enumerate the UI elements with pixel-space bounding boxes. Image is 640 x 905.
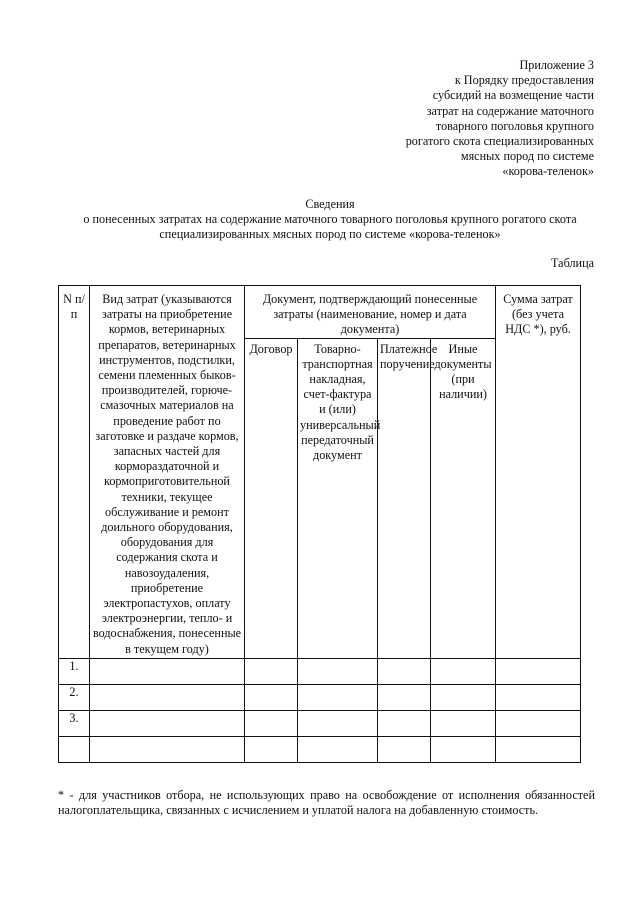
table-label: Таблица [551,256,594,270]
expenses-table [58,285,581,763]
appendix-line: рогатого скота специализированных [405,134,594,149]
header-document: Документ, подтверждающий понесенные затраты (наименование, номер и дата документа) [245,286,496,339]
appendix-line: «корова-теленок» [502,164,594,179]
header-waybill: Товарно-транспортная накладная, счет-фактура и (или) универсальный передаточный документ [298,338,378,658]
cell-contract[interactable] [245,658,298,684]
appendix-line: к Порядку предоставления [454,73,594,88]
header-sum: Сумма затрат (без учета НДС *), руб. [496,286,581,659]
row-num [59,736,90,762]
cell-cost-type[interactable] [90,710,245,736]
cell-waybill[interactable] [298,710,378,736]
cell-payment-order[interactable] [378,710,431,736]
cell-other-docs[interactable] [431,684,496,710]
appendix-line: субсидий на возмещение части [432,88,594,103]
header-cost-type: Вид затрат (указываются затраты на приобретение кормов, ветеринарных препаратов, ветеринарных инструментов, подстилки, семени племенных быков-производителей, горюче-смазочных материалов на проведение работ по заготовке и раздаче кормов, запасных частей для кормораздаточной и кормоприготовительной техники, текущее обслуживание и ремонт доильного оборудования, оборудования для содержания скота и навозоудаления, приобретение электропастухов, оплату электроэнергии, тепло- и водоснабжения, понесенные в текущем году) [90,286,245,659]
table-row [59,710,581,736]
cell-cost-type[interactable] [90,736,245,762]
cell-payment-order[interactable] [378,684,431,710]
cell-sum[interactable] [496,684,581,710]
appendix-line: Приложение 3 [519,58,594,72]
row-num: 1. [59,658,90,684]
cell-payment-order[interactable] [378,658,431,684]
title-line: специализированных мясных пород по системе «корова-теленок» [159,227,501,242]
row-num: 2. [59,684,90,710]
cell-other-docs[interactable] [431,658,496,684]
cell-cost-type[interactable] [90,658,245,684]
cell-waybill[interactable] [298,684,378,710]
table-row [59,736,581,762]
header-payment-order: Платежное поручение [378,338,431,658]
header-other-docs: Иные документы (при наличии) [431,338,496,658]
document-title [40,197,620,243]
cell-sum[interactable] [496,658,581,684]
cell-waybill[interactable] [298,658,378,684]
cell-sum[interactable] [496,710,581,736]
cell-contract[interactable] [245,684,298,710]
footnote: * - для участников отбора, не использующих право на освобождение от исполнения обязанностей налогоплательщика, связанных с исчислением и уплатой налога на добавленную стоимость. [58,788,595,818]
cell-sum[interactable] [496,736,581,762]
row-num: 3. [59,710,90,736]
appendix-line: товарного поголовья крупного [435,118,594,133]
appendix-line: затрат на содержание маточного [426,103,594,118]
cell-contract[interactable] [245,710,298,736]
title-heading: Сведения [305,197,355,211]
cell-waybill[interactable] [298,736,378,762]
cell-payment-order[interactable] [378,736,431,762]
cell-cost-type[interactable] [90,684,245,710]
table-row [59,658,581,684]
table-row [59,684,581,710]
appendix-line: мясных пород по системе [460,149,594,164]
appendix-block [294,58,594,180]
cell-contract[interactable] [245,736,298,762]
header-row [59,286,581,339]
title-line: о понесенных затратах на содержание маточного товарного поголовья крупного рогатого скота [83,212,577,227]
header-contract: Договор [245,338,298,658]
cell-other-docs[interactable] [431,710,496,736]
header-num: N п/п [59,286,90,659]
cell-other-docs[interactable] [431,736,496,762]
